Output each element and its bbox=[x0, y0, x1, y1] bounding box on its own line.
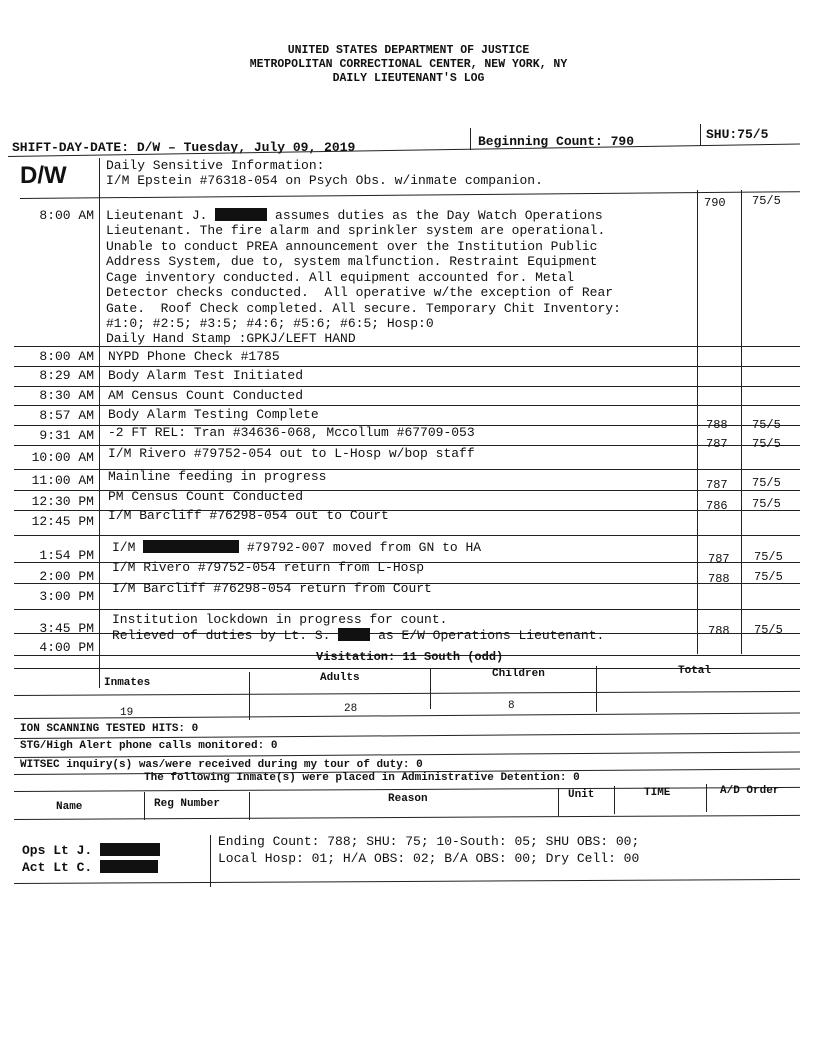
witsec-inquiry: WITSEC inquiry(s) was/were received during my tour of duty: 0 bbox=[20, 759, 423, 771]
divider bbox=[430, 669, 431, 709]
sensitive-label: Daily Sensitive Information: bbox=[106, 158, 325, 173]
rule bbox=[14, 346, 800, 347]
inmates-value: 19 bbox=[120, 707, 134, 719]
entry-text: Body Alarm Test Initiated bbox=[108, 368, 304, 383]
entry-time: 2:00 PM bbox=[39, 569, 94, 584]
entry-text: AM Census Count Conducted bbox=[108, 388, 304, 403]
col-ad-order: A/D Order bbox=[720, 785, 780, 797]
dw-code: D/W bbox=[20, 162, 67, 189]
col-reg-number: Reg Number bbox=[154, 798, 221, 810]
redaction-block bbox=[338, 628, 370, 641]
entry-time: 4:00 PM bbox=[39, 640, 94, 655]
sensitive-text: I/M Epstein #76318-054 on Psych Obs. w/inmate companion. bbox=[106, 173, 543, 188]
visitation-title: Visitation: 11 South (odd) bbox=[316, 650, 504, 664]
entry-time: 9:31 AM bbox=[39, 428, 94, 443]
divider bbox=[706, 784, 707, 812]
rule bbox=[14, 609, 800, 610]
entry-time: 3:45 PM bbox=[39, 621, 94, 636]
rule bbox=[14, 752, 800, 758]
beginning-count: Beginning Count: 790 bbox=[478, 134, 635, 149]
rule bbox=[14, 787, 800, 792]
entry-shu: 75/5 bbox=[752, 194, 781, 208]
entry-time: 11:00 AM bbox=[31, 473, 94, 488]
entry-text: Body Alarm Testing Complete bbox=[108, 407, 319, 422]
entry-time: 10:00 AM bbox=[31, 450, 94, 465]
ending-count-line: Ending Count: 788; SHU: 75; 10-South: 05; SHU OBS: 00; bbox=[218, 834, 640, 849]
redaction-block bbox=[143, 540, 239, 553]
entry-shu: 75/5 bbox=[752, 476, 781, 490]
entry-time: 12:30 PM bbox=[31, 494, 94, 509]
log-title: DAILY LIEUTENANT'S LOG bbox=[332, 72, 485, 85]
rule bbox=[14, 366, 800, 367]
shu-count: SHU:75/5 bbox=[706, 127, 769, 142]
entry-text: NYPD Phone Check #1785 bbox=[108, 349, 280, 364]
inmates-label: Inmates bbox=[104, 677, 151, 689]
local-hosp-line: Local Hosp: 01; H/A OBS: 02; B/A OBS: 00; Dry Cell: 00 bbox=[218, 851, 640, 866]
entry-count: 788 bbox=[708, 572, 730, 586]
divider bbox=[558, 788, 559, 816]
children-label: Children bbox=[492, 668, 545, 680]
rule bbox=[14, 405, 800, 406]
divider bbox=[210, 835, 211, 887]
entry-text: Detector checks conducted. All operative w/the exception of Rear bbox=[106, 285, 614, 300]
entry-shu: 75/5 bbox=[754, 570, 783, 584]
entry-shu: 75/5 bbox=[752, 418, 781, 432]
entry-text: Relieved of duties by Lt. S. as E/W Operations Lieutenant. bbox=[112, 628, 605, 643]
entry-text: Gate. Roof Check completed. All secure. Temporary Chit Inventory: bbox=[106, 301, 621, 316]
entry-shu: 75/5 bbox=[752, 497, 781, 511]
entry-text: Lieutenant J. assumes duties as the Day Watch Operations bbox=[106, 208, 603, 223]
stg-calls: STG/High Alert phone calls monitored: 0 bbox=[20, 740, 278, 752]
total-label: Total bbox=[678, 665, 712, 677]
entry-text: I/M Barcliff #76298-054 return from Court bbox=[112, 581, 432, 596]
entry-text: Institution lockdown in progress for count. bbox=[112, 612, 448, 627]
entry-shu: 75/5 bbox=[754, 623, 783, 637]
rule bbox=[14, 879, 800, 884]
acting-lieutenant: Act Lt C. bbox=[22, 860, 158, 875]
children-value: 8 bbox=[508, 700, 515, 712]
entry-text: -2 FT REL: Tran #34636-068, Mccollum #67709-053 bbox=[108, 425, 475, 440]
col-reason: Reason bbox=[388, 793, 428, 805]
entry-count: 788 bbox=[708, 624, 730, 638]
entry-time: 8:00 AM bbox=[39, 349, 94, 364]
rule bbox=[14, 815, 800, 820]
entry-text: I/M Rivero #79752-054 return from L-Hosp bbox=[112, 560, 425, 575]
entry-count: 788 bbox=[706, 418, 728, 432]
facility-heading: METROPOLITAN CORRECTIONAL CENTER, NEW YORK, NY bbox=[249, 58, 568, 71]
entry-text: Lieutenant. The fire alarm and sprinkler system are operational. bbox=[106, 223, 606, 238]
entry-text: Mainline feeding in progress bbox=[108, 469, 327, 484]
col-name: Name bbox=[56, 801, 83, 813]
ion-scanning: ION SCANNING TESTED HITS: 0 bbox=[20, 723, 199, 735]
divider bbox=[249, 672, 250, 720]
entry-text: PM Census Count Conducted bbox=[108, 489, 304, 504]
entry-text: Daily Hand Stamp :GPKJ/LEFT HAND bbox=[106, 331, 356, 346]
redaction-block bbox=[100, 843, 160, 856]
entry-text: I/M #79792-007 moved from GN to HA bbox=[112, 540, 482, 555]
admin-detention-title: The following Inmate(s) were placed in Administrative Detention: 0 bbox=[144, 772, 580, 784]
entry-count: 787 bbox=[706, 437, 728, 451]
ops-lieutenant: Ops Lt J. bbox=[22, 843, 160, 858]
divider bbox=[700, 124, 701, 146]
entry-text: Address System, due to, system malfunction. Restraint Equipment bbox=[106, 254, 598, 269]
entry-text: I/M Rivero #79752-054 out to L-Hosp w/bop staff bbox=[108, 446, 475, 461]
entry-text: Cage inventory conducted. All equipment accounted for. Metal bbox=[106, 270, 575, 285]
entry-shu: 75/5 bbox=[752, 437, 781, 451]
entry-time: 1:54 PM bbox=[39, 548, 94, 563]
divider bbox=[596, 666, 597, 712]
rule bbox=[14, 386, 800, 387]
rule bbox=[20, 191, 800, 199]
rule bbox=[14, 535, 800, 536]
count-column-divider bbox=[697, 190, 698, 654]
entry-count: 790 bbox=[704, 196, 726, 210]
rule bbox=[14, 691, 800, 696]
shift-day-date: SHIFT-DAY-DATE: D/W – Tuesday, July 09, 2019 bbox=[12, 140, 356, 155]
divider bbox=[249, 792, 250, 820]
col-unit: Unit bbox=[568, 789, 595, 801]
shu-column-divider bbox=[741, 190, 742, 654]
entry-count: 786 bbox=[706, 499, 728, 513]
divider bbox=[144, 792, 145, 820]
entry-text: Unable to conduct PREA announcement over the Institution Public bbox=[106, 239, 598, 254]
entry-time: 8:00 AM bbox=[39, 208, 94, 223]
col-time: TIME bbox=[644, 787, 671, 799]
entry-count: 787 bbox=[706, 478, 728, 492]
entry-time: 8:29 AM bbox=[39, 368, 94, 383]
divider bbox=[614, 786, 615, 814]
adults-label: Adults bbox=[320, 672, 360, 684]
adults-value: 28 bbox=[344, 703, 358, 715]
department-heading: UNITED STATES DEPARTMENT OF JUSTICE bbox=[287, 44, 530, 57]
entry-count: 787 bbox=[708, 552, 730, 566]
entry-time: 8:30 AM bbox=[39, 388, 94, 403]
redaction-block bbox=[215, 208, 267, 221]
entry-text: #1:0; #2:5; #3:5; #4:6; #5:6; #6:5; Hosp:0 bbox=[106, 316, 434, 331]
entry-time: 12:45 PM bbox=[31, 514, 94, 529]
entry-time: 8:57 AM bbox=[39, 408, 94, 423]
redaction-block bbox=[100, 860, 158, 873]
divider bbox=[470, 128, 471, 150]
entry-shu: 75/5 bbox=[754, 550, 783, 564]
entry-text: I/M Barcliff #76298-054 out to Court bbox=[108, 508, 389, 523]
entry-time: 3:00 PM bbox=[39, 589, 94, 604]
